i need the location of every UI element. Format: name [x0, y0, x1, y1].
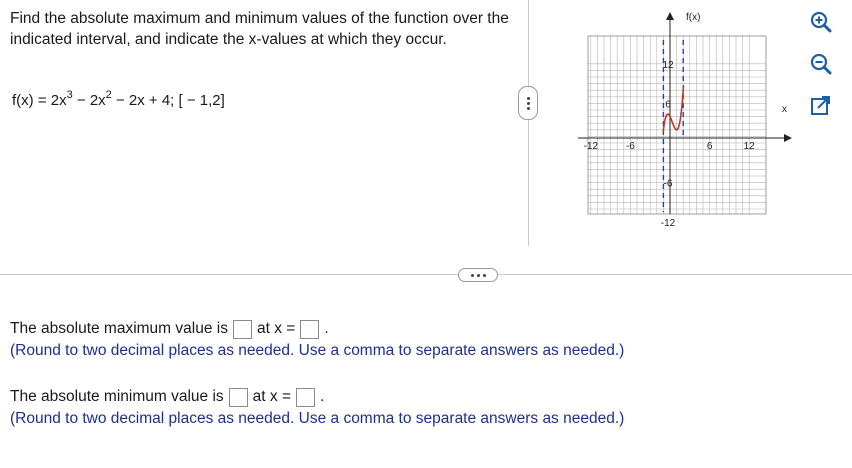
question-text: Find the absolute maximum and minimum values of the function over the indicated interval, and indicate the x-values at which they occur. [10, 10, 509, 48]
min-x-input[interactable] [296, 388, 315, 407]
x-tick-label: 6 [706, 141, 713, 152]
answer-section [10, 318, 624, 430]
y-tick-label: -12 [660, 218, 676, 230]
max-at-label: at x = [256, 320, 296, 337]
popout-icon[interactable] [809, 94, 833, 118]
max-answer-line: The absolute maximum value is at x = . [10, 320, 329, 337]
min-answer-line: The absolute minimum value is at x = . [10, 388, 325, 405]
x-tick-label: -12 [583, 141, 599, 152]
y-tick-label: -6 [663, 178, 673, 190]
vertical-resize-handle[interactable] [518, 86, 538, 120]
y-tick-label: 6 [665, 99, 671, 111]
zoom-out-icon[interactable] [809, 52, 833, 76]
horizontal-resize-handle[interactable] [458, 268, 498, 282]
min-at-label: at x = [252, 388, 291, 405]
max-x-input[interactable] [300, 320, 319, 339]
y-axis-label: f(x) [686, 12, 701, 23]
x-axis-arrow [784, 134, 792, 142]
function-formula: $f(x) = 2x^3 - 2x^2 - 2x + 4$; [ − 1,2] [12, 89, 225, 109]
max-value-input[interactable] [233, 320, 252, 339]
vertical-divider [528, 0, 529, 246]
graph-toolbar [809, 10, 835, 136]
max-prefix: The absolute maximum value is [10, 320, 228, 337]
x-tick-label: 12 [743, 141, 755, 152]
y-axis-arrow [666, 12, 674, 20]
zoom-in-icon[interactable] [809, 10, 833, 34]
function-graph [570, 8, 795, 230]
graph-axes [578, 12, 792, 214]
max-hint: (Round to two decimal places as needed. Use a comma to separate answers as needed.) [10, 342, 625, 359]
y-tick-label: 12 [662, 59, 674, 71]
min-hint: (Round to two decimal places as needed. Use a comma to separate answers as needed.) [10, 410, 625, 427]
x-axis-label: x [782, 104, 787, 115]
graph-grid [588, 36, 766, 214]
x-tick-label: -6 [625, 141, 635, 152]
min-prefix: The absolute minimum value is [10, 388, 224, 405]
min-value-input[interactable] [229, 388, 248, 407]
horizontal-divider [0, 274, 852, 275]
